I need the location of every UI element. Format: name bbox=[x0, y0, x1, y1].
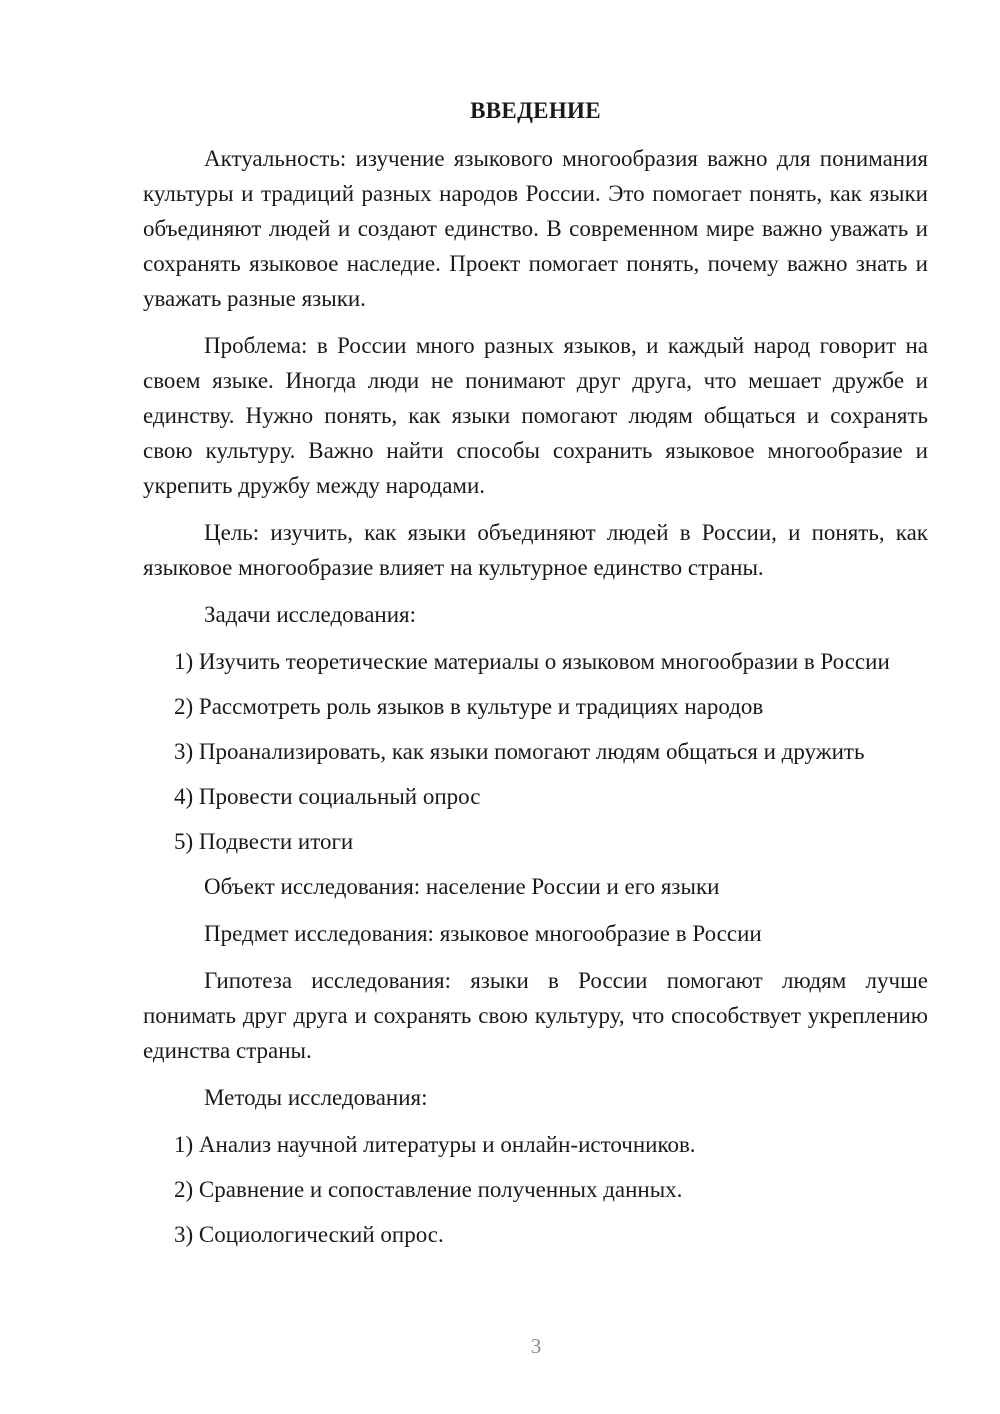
task-item-2: 2) Рассмотреть роль языков в культуре и традициях народов bbox=[174, 694, 764, 719]
task-item-3: 3) Проанализировать, как языки помогают людям общаться и дружить bbox=[174, 739, 865, 764]
method-item-1: 1) Анализ научной литературы и онлайн-источников. bbox=[174, 1132, 696, 1157]
problem-paragraph: Проблема: в России много разных языков, и каждый народ говорит на своем языке. Иногда люди не понимают друг друга, что мешает дружбе и единству. Нужно понять, как языки помогают людям общаться и сохранять свою культуру. Важно найти способы сохранить языковое многообразие и укрепить дружбу между народами. bbox=[143, 333, 928, 498]
goal-paragraph: Цель: изучить, как языки объединяют людей в России, и понять, как языковое многообразие влияет на культурное единство страны. bbox=[143, 520, 928, 580]
relevance-paragraph: Актуальность: изучение языкового многообразия важно для понимания культуры и традиций разных народов России. Это помогает понять, как языки объединяют людей и создают единство. В современном мире важно уважать и сохранять языковое наследие. Проект помогает понять, почему важно знать и уважать разные языки. bbox=[143, 146, 928, 311]
task-item-4: 4) Провести социальный опрос bbox=[174, 784, 481, 809]
research-object-paragraph: Объект исследования: население России и его языки bbox=[204, 874, 720, 899]
page-title: ВВЕДЕНИЕ bbox=[470, 98, 601, 123]
research-subject-paragraph: Предмет исследования: языковое многообразие в России bbox=[204, 921, 762, 946]
page-number: 3 bbox=[530, 1334, 542, 1358]
methods-heading: Методы исследования: bbox=[204, 1085, 428, 1110]
task-item-5: 5) Подвести итоги bbox=[174, 829, 354, 854]
method-item-2: 2) Сравнение и сопоставление полученных данных. bbox=[174, 1177, 683, 1202]
hypothesis-paragraph: Гипотеза исследования: языки в России помогают людям лучше понимать друг друга и сохранять свою культуру, что способствует укреплению единства страны. bbox=[143, 968, 928, 1063]
task-item-1: 1) Изучить теоретические материалы о языковом многообразии в России bbox=[174, 649, 890, 674]
method-item-3: 3) Социологический опрос. bbox=[174, 1222, 444, 1247]
tasks-heading: Задачи исследования: bbox=[204, 602, 417, 627]
document-page bbox=[143, 94, 928, 1262]
